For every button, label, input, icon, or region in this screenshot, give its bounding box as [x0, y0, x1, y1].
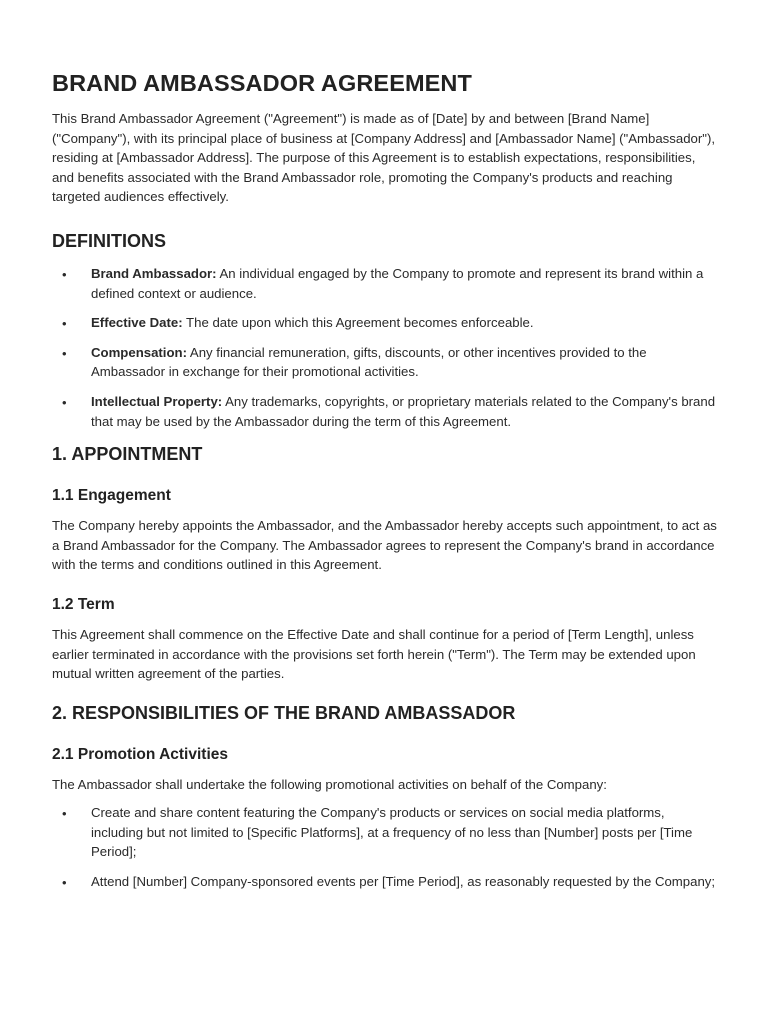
bullet-icon: •: [62, 806, 67, 822]
term-paragraph: This Agreement shall commence on the Effective Date and shall continue for a period of [Term Length], unless earlier terminated in accordance with the provisions set forth herein ("Term"). The Term may be extended upon mutual written agreement of the parties.: [52, 626, 696, 682]
definition-text: Any financial remuneration, gifts, discounts, or other incentives provided to the Ambassador in exchange for their promotional activities.: [91, 344, 647, 380]
bullet-icon: •: [62, 875, 67, 891]
intro-paragraph: This Brand Ambassador Agreement ("Agreement") is made as of [Date] by and between [Brand Name] ("Company"), with its principal place of business at [Company Address] and [Ambassador Name] ("Ambassador"), residing at [Ambassador Address]. The purpose of this Agreement is to establish expectations, responsibilities, and benefits associated with the Brand Ambassador role, promoting the Company's products and reaching targeted audiences effectively.: [52, 111, 715, 205]
definition-item: [52, 392, 720, 431]
definitions-list: [52, 264, 720, 431]
promotion-item: [52, 803, 720, 862]
definitions-heading: DEFINITIONS: [52, 230, 167, 251]
definition-text: The date upon which this Agreement becomes enforceable.: [182, 315, 534, 331]
promotion-item: [52, 872, 720, 892]
appointment-heading: 1. APPOINTMENT: [52, 444, 203, 465]
bullet-icon: •: [62, 316, 67, 332]
definition-item: [52, 313, 720, 333]
responsibilities-heading: 2. RESPONSIBILITIES OF THE BRAND AMBASSADOR: [52, 702, 516, 723]
term-heading: 1.2 Term: [52, 595, 115, 613]
promotion-item-text: Attend [Number] Company-sponsored events per [Time Period], as reasonably requested by the Company;: [91, 874, 716, 890]
definition-term: Compensation:: [91, 344, 187, 360]
engagement-paragraph: The Company hereby appoints the Ambassador, and the Ambassador hereby accepts such appointment, to act as a Brand Ambassador for the Company. The Ambassador agrees to represent the Company's brand in accordance with the terms and conditions outlined in this Agreement.: [52, 518, 717, 573]
promotion-item-text: Create and share content featuring the Company's products or services on social media platforms, including but not limited to [Specific Platforms], at a frequency of no less than [Number] posts per [Time Period];: [91, 805, 693, 860]
bullet-icon: •: [62, 394, 67, 410]
definition-term: Intellectual Property:: [91, 393, 223, 409]
promotion-list: [52, 803, 720, 891]
definition-text: An individual engaged by the Company to promote and represent its brand within a defined context or audience.: [91, 265, 704, 301]
bullet-icon: •: [62, 266, 67, 282]
definition-item: [52, 264, 720, 303]
promotion-paragraph: The Ambassador shall undertake the following promotional activities on behalf of the Company:: [52, 776, 607, 792]
promotion-heading: 2.1 Promotion Activities: [52, 745, 228, 763]
definition-item: [52, 343, 720, 382]
definition-term: Effective Date:: [91, 315, 183, 331]
document-title: BRAND AMBASSADOR AGREEMENT: [52, 70, 472, 96]
definition-text: Any trademarks, copyrights, or proprietary materials related to the Company's brand that may be used by the Ambassador during the term of this Agreement.: [91, 393, 716, 429]
definition-term: Brand Ambassador:: [91, 265, 217, 281]
bullet-icon: •: [62, 345, 67, 361]
engagement-heading: 1.1 Engagement: [52, 487, 171, 505]
